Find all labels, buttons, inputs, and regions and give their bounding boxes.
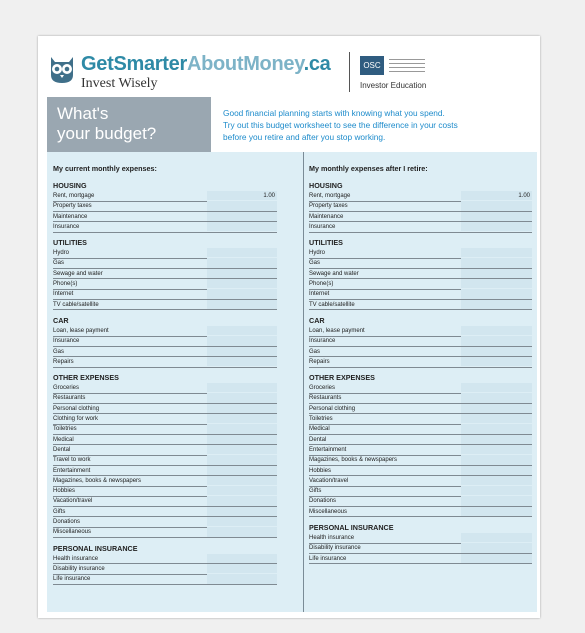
amount-field[interactable] [207,326,277,335]
section-title-car: CAR [309,315,325,325]
expense-label: TV cable/satellite [53,301,99,308]
expense-label: Magazines, books & newspapers [309,457,398,464]
expense-row [309,191,532,201]
section-title-other-expenses: OTHER EXPENSES [309,373,375,383]
expense-row [309,222,532,232]
expense-row [53,248,277,258]
amount-field[interactable] [461,476,532,485]
expense-row [53,507,277,517]
expense-label: Toiletries [309,416,333,423]
amount-field[interactable] [207,517,277,526]
expense-row [53,191,277,201]
brand-part-3: .ca [303,53,331,75]
amount-field[interactable] [207,336,277,345]
amount-field[interactable] [461,289,532,298]
expense-row [53,347,277,357]
expense-label: Miscellaneous [53,529,92,536]
expense-label: Life insurance [309,555,347,562]
amount-field[interactable] [461,414,532,423]
expense-label: Repairs [309,358,330,365]
amount-field[interactable] [461,455,532,464]
expense-row [309,300,532,310]
budget-worksheet-page [38,36,540,618]
amount-field[interactable] [207,574,277,583]
expense-row [53,269,277,279]
expense-row [53,527,277,537]
section-title-car: CAR [53,315,69,325]
expense-label: Property taxes [309,203,348,210]
expense-label: Property taxes [53,203,92,210]
expense-label: Hobbies [309,467,332,474]
expense-label: Entertainment [53,467,91,474]
row-underline [53,537,277,538]
expense-row [53,554,277,564]
section-title-housing: HOUSING [309,181,343,190]
row-underline [53,232,277,233]
intro-text [223,107,533,143]
expense-row [309,393,532,403]
expense-label: Dental [309,436,327,443]
expense-label: Maintenance [309,213,344,220]
brand-part-1: GetSmarter [81,53,187,75]
expense-label: Travel to work [53,457,91,464]
expense-row [53,455,277,465]
expense-row [53,435,277,445]
expense-label: Insurance [53,223,80,230]
amount-field[interactable] [461,554,532,563]
amount-field[interactable] [207,279,277,288]
amount-field[interactable] [461,486,532,495]
amount-field[interactable] [461,279,532,288]
owl-logo-icon [48,51,76,85]
expense-row [53,326,277,336]
expense-row [309,383,532,393]
expense-label: Miscellaneous [309,508,348,515]
intro-line-2: Try out this budget worksheet to see the difference in your costs [223,120,458,130]
column-heading: My current monthly expenses: [53,164,157,173]
expense-row [309,326,532,336]
expense-label: Loan, lease payment [53,327,109,334]
section-title-personal-insurance: PERSONAL INSURANCE [53,543,138,553]
amount-field[interactable] [207,248,277,257]
amount-field[interactable] [207,507,277,516]
section-title-housing: HOUSING [53,181,87,190]
expense-label: Vacation/travel [53,498,93,505]
worksheet-panel [47,152,537,612]
amount-field[interactable] [461,347,532,356]
expense-row [309,279,532,289]
amount-field[interactable] [461,543,532,552]
amount-field[interactable] [207,496,277,505]
amount-field[interactable] [207,258,277,267]
expense-value: 1.00 [518,193,530,199]
amount-field[interactable] [461,326,532,335]
expense-row [53,476,277,486]
expense-label: Clothing for work [53,416,99,423]
expense-label: Phone(s) [309,281,334,288]
expense-row [53,300,277,310]
amount-field[interactable] [207,393,277,402]
expense-label: Gifts [53,508,66,515]
amount-field[interactable] [207,404,277,413]
amount-field[interactable] [461,466,532,475]
amount-field[interactable] [207,357,277,366]
expense-row [53,517,277,527]
amount-field[interactable] [461,424,532,433]
expense-label: Health insurance [53,555,99,562]
expense-label: Disability insurance [53,565,105,572]
expense-row [309,455,532,465]
expense-row [53,466,277,476]
amount-field[interactable] [207,300,277,309]
expense-label: Disability insurance [309,545,361,552]
amount-field[interactable] [207,554,277,563]
amount-field[interactable] [207,455,277,464]
expense-row [309,466,532,476]
expense-label: Entertainment [309,446,347,453]
expense-label: Gas [309,348,321,355]
expense-row [53,289,277,299]
expense-value: 1.00 [263,193,275,199]
expense-label: Hydro [53,250,70,257]
expense-row [53,404,277,414]
intro-line-1: Good financial planning starts with knowing what you spend. [223,108,445,118]
expense-label: Toiletries [53,426,77,433]
amount-field[interactable] [207,414,277,423]
expense-label: Dental [53,446,71,453]
expense-row [309,424,532,434]
expense-label: Medical [53,436,74,443]
header-divider [349,52,350,92]
expense-row [309,289,532,299]
expense-label: Restaurants [309,395,342,402]
expense-label: Donations [53,519,81,526]
expense-label: Insurance [309,338,336,345]
amount-field[interactable] [207,445,277,454]
expense-label: Sewage and water [53,270,103,277]
hero-title-line-1: What's [57,104,109,123]
amount-field[interactable] [207,383,277,392]
amount-field[interactable] [207,347,277,356]
amount-field[interactable] [207,527,277,536]
expense-label: Donations [309,498,337,505]
amount-field[interactable] [207,201,277,210]
amount-field[interactable] [461,507,532,516]
section-title-other-expenses: OTHER EXPENSES [53,373,119,383]
column-divider [303,152,304,612]
row-underline [53,584,277,585]
hero-title [57,104,207,144]
amount-field[interactable] [207,564,277,573]
osc-tagline: Investor Education [360,81,427,90]
expense-label: Hydro [309,250,326,257]
amount-field[interactable] [461,212,532,221]
expense-row [309,248,532,258]
expense-label: Personal clothing [309,405,356,412]
row-underline [53,367,277,368]
expense-row [309,414,532,424]
row-underline [309,563,532,564]
row-underline [309,309,532,310]
expense-label: Medical [309,426,330,433]
amount-field[interactable] [461,201,532,210]
amount-field[interactable] [461,300,532,309]
expense-label: Internet [309,291,330,298]
expense-row [309,554,532,564]
brand-part-2: AboutMoney [186,53,304,75]
expense-row [309,476,532,486]
amount-field[interactable] [207,435,277,444]
expense-label: Gifts [309,488,322,495]
amount-field[interactable] [461,533,532,542]
amount-field[interactable] [461,222,532,231]
amount-field[interactable] [461,404,532,413]
expense-label: Gas [53,348,65,355]
intro-line-3: before you retire and after you stop working. [223,132,386,142]
amount-field[interactable] [207,289,277,298]
expense-row [309,543,532,553]
tagline: Invest Wisely [81,76,158,91]
expense-row [53,496,277,506]
hero-banner [47,97,211,152]
expense-row [53,393,277,403]
expense-label: Life insurance [53,576,91,583]
expense-label: Groceries [53,385,80,392]
amount-field[interactable] [461,496,532,505]
amount-field[interactable] [461,393,532,402]
amount-field[interactable] [207,222,277,231]
expense-label: Vacation/travel [309,477,349,484]
expense-row [53,222,277,232]
section-title-personal-insurance: PERSONAL INSURANCE [309,523,394,533]
current-expenses-column [53,164,277,585]
retirement-expenses-column [309,164,532,564]
expense-row [309,404,532,414]
expense-label: Gas [53,260,65,267]
section-title-utilities: UTILITIES [309,238,343,248]
expense-label: Sewage and water [309,270,359,277]
expense-label: Rent, mortgage [53,193,95,199]
amount-field[interactable] [461,336,532,345]
expense-label: Maintenance [53,213,88,220]
expense-row [309,336,532,346]
expense-row [53,336,277,346]
expense-row [309,212,532,222]
expense-row [309,269,532,279]
brand-name [81,53,330,76]
row-underline [53,309,277,310]
expense-row [309,486,532,496]
osc-logo-subtext-icon [389,56,425,75]
expense-label: Loan, lease payment [309,327,365,334]
expense-label: Hobbies [53,488,76,495]
expense-row [309,496,532,506]
amount-field[interactable] [461,435,532,444]
expense-label: Health insurance [309,535,355,542]
expense-label: Personal clothing [53,405,100,412]
expense-label: Internet [53,291,74,298]
expense-label: Rent, mortgage [309,193,351,199]
section-title-utilities: UTILITIES [53,238,87,248]
amount-field[interactable] [207,486,277,495]
row-underline [309,367,532,368]
amount-field[interactable] [207,476,277,485]
expense-label: Restaurants [53,395,86,402]
expense-label: Groceries [309,385,336,392]
expense-row [309,445,532,455]
expense-label: Gas [309,260,321,267]
osc-logo: OSC [360,56,384,75]
amount-field[interactable] [461,357,532,366]
expense-label: Phone(s) [53,281,78,288]
expense-label: Insurance [53,338,80,345]
expense-row [309,347,532,357]
expense-row [53,564,277,574]
expense-row [309,357,532,367]
amount-field[interactable] [207,212,277,221]
amount-field[interactable] [207,466,277,475]
expense-label: TV cable/satellite [309,301,355,308]
expense-row [53,424,277,434]
hero-title-line-2: your budget? [57,124,157,143]
amount-field[interactable] [461,269,532,278]
expense-row [309,533,532,543]
amount-field[interactable] [461,258,532,267]
expense-row [309,201,532,211]
expense-row [309,435,532,445]
expense-row [53,357,277,367]
expense-row [309,507,532,517]
expense-row [53,258,277,268]
amount-field[interactable] [461,445,532,454]
expense-row [53,383,277,393]
expense-row [53,212,277,222]
expense-row [53,574,277,584]
expense-label: Repairs [53,358,74,365]
amount-field[interactable] [461,248,532,257]
expense-label: Insurance [309,223,336,230]
row-underline [309,232,532,233]
expense-row [53,486,277,496]
expense-label: Magazines, books & newspapers [53,477,142,484]
expense-row [309,258,532,268]
amount-field[interactable] [461,383,532,392]
row-underline [309,516,532,517]
expense-row [53,414,277,424]
column-heading: My monthly expenses after I retire: [309,164,428,173]
amount-field[interactable] [207,424,277,433]
amount-field[interactable] [207,269,277,278]
expense-row [53,279,277,289]
expense-row [53,201,277,211]
expense-row [53,445,277,455]
